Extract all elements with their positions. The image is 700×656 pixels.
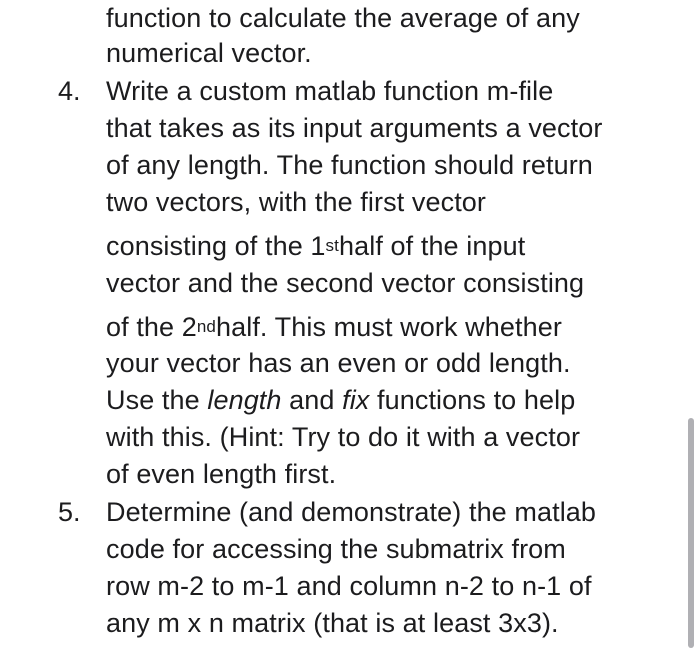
item5-line-1: Determine (and demonstrate) the matlab [106,497,597,527]
item4-number: 4. [58,76,81,106]
item4-line-3: of any length. The function should return [106,150,593,180]
vertical-scrollbar[interactable] [688,418,694,648]
fix-function-name: fix [342,385,370,415]
item4-line-5-post: half of the input [338,231,526,261]
item4-line-11: of even length first. [106,459,337,489]
item4-line-4: two vectors, with the first vector [106,187,487,217]
item4-line-9-post: functions to help [369,385,576,415]
item4-line-2: that takes as its input arguments a vector [106,113,603,143]
item4-line-6: vector and the second vector consisting [106,268,585,298]
item4-line-7-pre: of the 2 [106,312,197,342]
item4-line-7-superscript: nd [196,317,216,336]
item4-line-8: your vector has an even or odd length. [106,348,571,378]
item4-line-10: with this. (Hint: Try to do it with a vector [106,422,581,452]
item5-line-3: row m-2 to m-1 and column n-2 to n-1 of [106,571,592,601]
item5-line-2: code for accessing the submatrix from [106,534,566,564]
length-function-name: length [207,385,282,415]
item3-line-2: numerical vector. [106,38,312,68]
item4-line-1: Write a custom matlab function m-file [106,76,554,106]
item4-line-5 [106,228,525,264]
item4-line-9 [106,382,575,418]
item4-line-9-mid: and [281,385,343,415]
item4-line-7-post: half. This must work whether [215,312,562,342]
item4-line-7 [106,309,562,345]
item4-line-5-superscript: st [325,236,339,255]
item4-line-9-pre: Use the [106,385,208,415]
item3-line-1: function to calculate the average of any [106,3,580,33]
item5-number: 5. [58,497,81,527]
item5-line-4: any m x n matrix (that is at least 3x3). [106,608,559,638]
item4-line-5-pre: consisting of the 1 [106,231,326,261]
